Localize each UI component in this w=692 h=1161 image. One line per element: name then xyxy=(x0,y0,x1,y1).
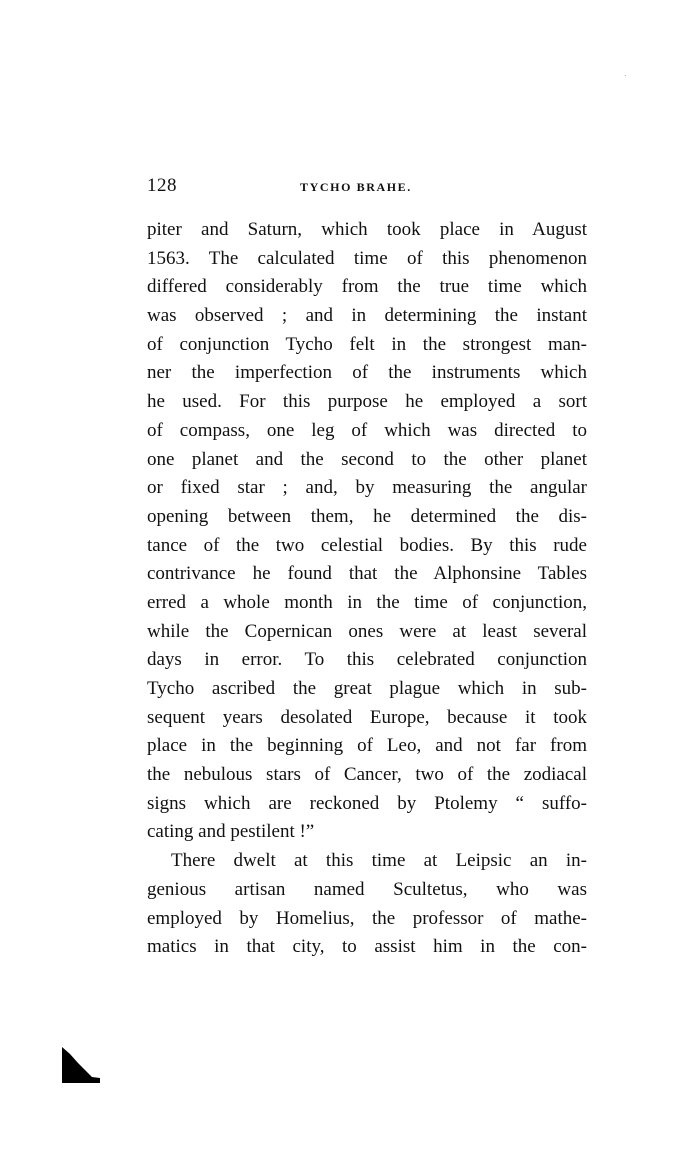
page-number: 128 xyxy=(147,175,177,196)
text-line: erred a whole month in the time of conjunction, xyxy=(147,591,587,613)
text-line: sequent years desolated Europe, because it took xyxy=(147,706,587,728)
text-line: of conjunction Tycho felt in the strongest man- xyxy=(147,333,587,355)
text-line: of compass, one leg of which was directed to xyxy=(147,419,587,441)
text-line: tance of the two celestial bodies. By this rude xyxy=(147,534,587,556)
text-line: was observed ; and in determining the instant xyxy=(147,305,587,327)
text-line: he used. For this purpose he employed a sort xyxy=(147,391,587,413)
text-line: one planet and the second to the other planet xyxy=(147,448,587,470)
text-line: piter and Saturn, which took place in August xyxy=(147,219,587,240)
text-line: ner the imperfection of the instruments which xyxy=(147,362,587,384)
text-line: There dwelt at this time at Leipsic an in- xyxy=(171,850,587,872)
text-line: opening between them, he determined the dis- xyxy=(147,505,587,527)
text-line: 1563. The calculated time of this phenomenon xyxy=(147,247,587,269)
running-head: TYCHO BRAHE. xyxy=(300,180,412,194)
paragraph-1 xyxy=(147,216,587,847)
text-line: genious artisan named Scultetus, who was xyxy=(147,878,587,900)
text-line: or fixed star ; and, by measuring the angular xyxy=(147,477,587,499)
text-line: place in the beginning of Leo, and not far from xyxy=(147,735,587,757)
text-line: employed by Homelius, the professor of mathe- xyxy=(147,907,587,929)
page-header xyxy=(147,175,587,201)
text-line: the nebulous stars of Cancer, two of the zodiacal xyxy=(147,764,587,786)
text-line: cating and pestilent !” xyxy=(147,821,315,843)
text-line: differed considerably from the true time which xyxy=(147,276,587,298)
text-line: contrivance he found that the Alphonsine Tables xyxy=(147,563,587,585)
text-line: signs which are reckoned by Ptolemy “ suffo- xyxy=(147,792,587,814)
scan-speck: ․ xyxy=(624,69,627,78)
scan-corner-mark xyxy=(62,1047,100,1083)
paragraph-2 xyxy=(147,847,587,962)
body-text xyxy=(147,216,587,962)
text-line: Tycho ascribed the great plague which in sub- xyxy=(147,678,587,699)
text-line: while the Copernican ones were at least several xyxy=(147,620,587,642)
text-line: days in error. To this celebrated conjunction xyxy=(147,649,587,671)
text-line: matics in that city, to assist him in the con- xyxy=(147,936,587,958)
